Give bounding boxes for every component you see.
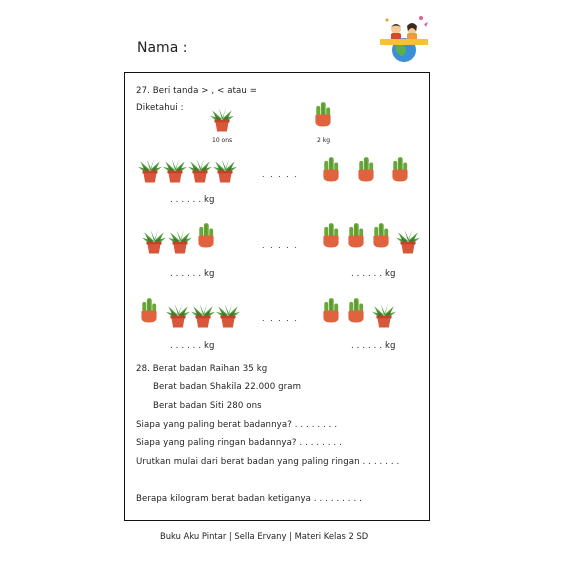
spiky-plant-icon xyxy=(165,300,191,330)
cactus-plant-icon xyxy=(318,290,344,330)
cactus-plant-icon xyxy=(318,215,344,255)
worksheet-box xyxy=(124,72,430,521)
kg-blank-left[interactable]: . . . . . . kg xyxy=(170,195,215,205)
spiky-plant-icon xyxy=(167,227,193,255)
cactus-plant-icon xyxy=(193,215,219,255)
q28-line3: Berat badan Siti 280 ons xyxy=(153,401,262,411)
cactus-plant-icon xyxy=(343,215,369,255)
cactus-plant-icon xyxy=(343,290,369,330)
kg-blank-left[interactable]: . . . . . . kg xyxy=(170,341,215,351)
buku-aku-pintar-logo xyxy=(378,12,430,66)
kg-blank-right[interactable]: . . . . . . kg xyxy=(351,269,396,279)
q28-line1: 28. Berat badan Raihan 35 kg xyxy=(136,364,268,374)
diketahui-label: Diketahui : xyxy=(136,103,184,113)
spiky-plant-icon xyxy=(215,300,241,330)
kg-blank-left[interactable]: . . . . . . kg xyxy=(170,269,215,279)
q28-line2: Berat badan Shakila 22.000 gram xyxy=(153,382,302,392)
spiky-plant-icon xyxy=(141,227,167,255)
q28-total: Berapa kilogram berat badan ketiganya . . . . . . . . . xyxy=(136,494,362,504)
cactus-plant-icon xyxy=(368,215,394,255)
compare-blank[interactable]: . . . . . xyxy=(262,170,299,179)
spiky-plant-icon xyxy=(162,156,188,184)
spiky-plant-icon xyxy=(212,156,238,184)
q28-lightest: Siapa yang paling ringan badannya? . . . . . . . . xyxy=(136,438,342,448)
cactus-plant-icon xyxy=(318,150,344,188)
spiky-plant-icon xyxy=(371,300,397,330)
known-weight-spiky: 10 ons xyxy=(212,137,233,144)
q28-order: Urutkan mulai dari berat badan yang paling ringan . . . . . . . xyxy=(136,457,400,467)
cactus-plant-icon xyxy=(310,96,336,132)
compare-blank[interactable]: . . . . . xyxy=(262,241,299,250)
compare-blank[interactable]: . . . . . xyxy=(262,314,299,323)
spiky-plant-icon xyxy=(395,227,421,255)
spiky-plant-icon xyxy=(187,156,213,184)
spiky-plant-icon xyxy=(137,156,163,184)
kg-blank-right[interactable]: . . . . . . kg xyxy=(351,341,396,351)
q27-instruction: 27. Beri tanda > , < atau = xyxy=(136,86,258,96)
cactus-plant-icon xyxy=(353,150,379,188)
nama-label: Nama : xyxy=(137,40,188,56)
spiky-plant-icon xyxy=(190,300,216,330)
cactus-plant-icon xyxy=(387,150,413,188)
cactus-plant-icon xyxy=(136,290,162,330)
known-weight-cactus: 2 kg xyxy=(317,137,331,144)
spiky-plant-icon xyxy=(209,106,235,132)
footer-credit: Buku Aku Pintar | Sella Ervany | Materi Kelas 2 SD xyxy=(160,531,369,541)
q28-heaviest: Siapa yang paling berat badannya? . . . . . . . . xyxy=(136,420,338,430)
